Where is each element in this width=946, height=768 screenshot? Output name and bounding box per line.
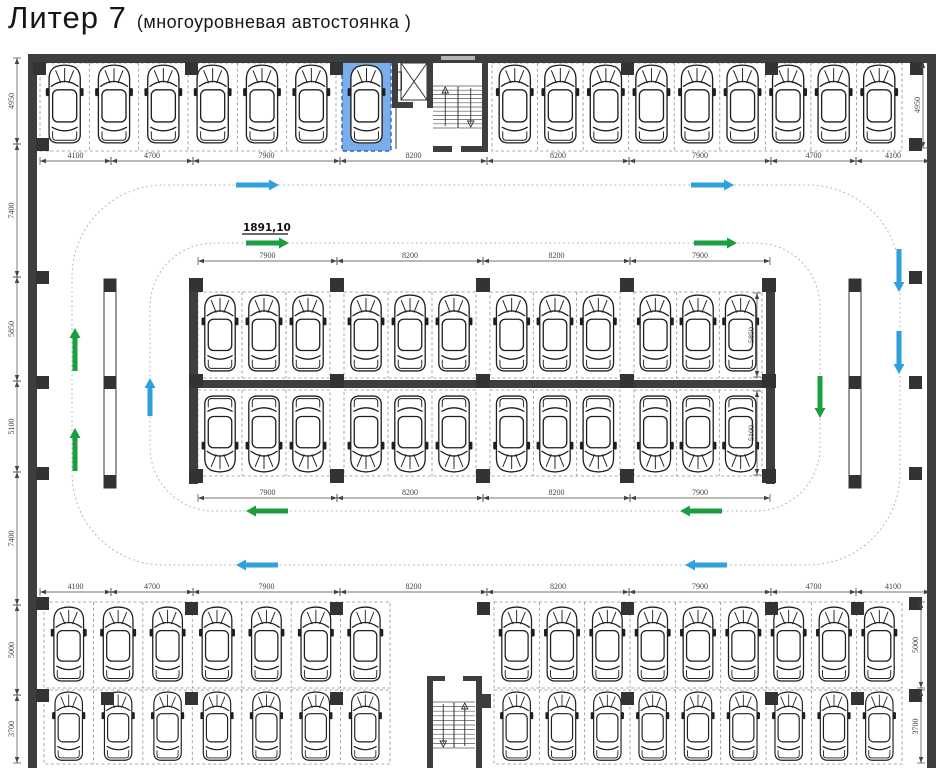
- car-top-view: [243, 65, 281, 143]
- column-pillar: [620, 374, 634, 388]
- dimension-label: 7900: [692, 582, 708, 591]
- car-top-view: [637, 295, 674, 371]
- dimension-label: 7900: [692, 251, 708, 260]
- flow-arrow-head-green: [70, 328, 81, 338]
- column-pillar: [101, 692, 114, 705]
- car-top-view: [680, 295, 717, 371]
- car-top-view: [815, 65, 853, 143]
- column-pillar: [476, 469, 490, 483]
- dimension-label: 8200: [405, 582, 422, 591]
- car-top-view: [46, 65, 84, 143]
- column-pillar: [476, 278, 490, 292]
- car-top-view: [636, 692, 669, 760]
- dimension-label: 5850: [747, 327, 756, 343]
- dimension-arrow: [331, 496, 337, 500]
- column-pillar: [765, 62, 778, 75]
- dimension-label: 5850: [7, 321, 16, 337]
- dimension-arrow: [629, 590, 635, 594]
- column-pillar: [909, 138, 922, 151]
- dimension-label: 4700: [144, 582, 160, 591]
- car-top-view: [348, 396, 385, 472]
- car-top-view: [100, 607, 136, 681]
- dimension-arrow: [624, 259, 630, 263]
- dimension-arrow: [105, 159, 111, 163]
- dimension-label: 7400: [7, 202, 16, 219]
- column-pillar: [851, 602, 864, 615]
- car-top-view: [544, 607, 580, 681]
- car-top-view: [151, 692, 184, 760]
- car-top-view: [591, 692, 624, 760]
- dimension-arrow: [919, 682, 923, 688]
- car-top-view: [678, 65, 716, 143]
- dimension-arrow: [755, 371, 759, 377]
- car-top-view: [537, 396, 574, 472]
- car-top-view: [769, 65, 807, 143]
- car-top-view: [246, 295, 283, 371]
- column-pillar: [330, 62, 343, 75]
- dimension-label: 7900: [259, 488, 276, 497]
- dimension-arrow: [850, 159, 856, 163]
- dimension-arrow: [331, 259, 337, 263]
- dimension-label: 7900: [692, 488, 708, 497]
- title-main: Литер 7: [8, 0, 127, 35]
- column-pillar: [909, 376, 922, 389]
- dimension-arrow: [771, 590, 777, 594]
- flow-arrow-head-green: [680, 506, 690, 517]
- car-top-view: [436, 295, 473, 371]
- dimension-arrow: [198, 496, 204, 500]
- dimension-arrow: [187, 159, 193, 163]
- car-top-view: [681, 692, 714, 760]
- dimension-arrow: [15, 472, 19, 478]
- dimension-arrow: [623, 159, 629, 163]
- dimension-label: 4100: [67, 151, 84, 160]
- dimension-label: 8200: [550, 582, 566, 591]
- car-top-view: [493, 295, 530, 371]
- column-pillar: [189, 469, 203, 483]
- shear-wall-cap: [104, 376, 116, 389]
- dimension-arrow: [15, 466, 19, 472]
- car-top-view: [863, 692, 896, 760]
- dimension-label: 8200: [548, 251, 565, 260]
- car-top-view: [589, 607, 625, 681]
- car-top-view: [816, 607, 852, 681]
- stairs-bottom-icon: [427, 676, 491, 768]
- car-top-view: [194, 65, 232, 143]
- dimension-arrow: [856, 590, 862, 594]
- column-pillar: [36, 689, 49, 702]
- column-pillar: [36, 467, 49, 480]
- car-top-view: [202, 396, 239, 472]
- car-top-view: [537, 295, 574, 371]
- dimension-arrow: [483, 259, 489, 263]
- car-top-view: [144, 65, 182, 143]
- dimension-arrow: [193, 159, 199, 163]
- column-pillar: [910, 62, 923, 75]
- column-pillar: [330, 692, 343, 705]
- car-top-view: [436, 396, 473, 472]
- dimension-label: 8200: [402, 488, 418, 497]
- dimension-arrow: [15, 277, 19, 283]
- dimension-label: 3700: [911, 718, 920, 735]
- dimension-label: 4700: [144, 151, 160, 160]
- dimension-arrow: [15, 757, 19, 763]
- dimension-arrow: [764, 496, 770, 500]
- car-top-view: [861, 607, 897, 681]
- dimension-label: 4700: [805, 151, 822, 160]
- flow-arrow-head-green: [815, 408, 826, 418]
- car-top-view: [724, 65, 762, 143]
- car-top-view: [250, 692, 283, 760]
- column-pillar: [330, 374, 344, 388]
- column-pillar: [909, 271, 922, 284]
- flow-arrow-head-green: [727, 238, 737, 249]
- column-pillar: [909, 467, 922, 480]
- car-top-view: [298, 607, 334, 681]
- car-top-view: [500, 692, 533, 760]
- dimension-arrow: [755, 391, 759, 397]
- dimension-arrow: [334, 159, 340, 163]
- car-top-view: [292, 65, 330, 143]
- dimension-arrow: [623, 590, 629, 594]
- dimension-arrow: [15, 375, 19, 381]
- dimension-label: 8200: [402, 251, 418, 260]
- car-top-view: [347, 607, 383, 681]
- dimension-arrow: [15, 599, 19, 605]
- dimension-label: 4700: [805, 582, 822, 591]
- shear-wall-cap: [104, 475, 116, 488]
- car-top-view: [633, 65, 671, 143]
- car-top-view: [499, 607, 535, 681]
- dimension-arrow: [624, 496, 630, 500]
- dimension-arrow: [15, 689, 19, 695]
- dimension-arrow: [487, 159, 493, 163]
- dimension-arrow: [477, 259, 483, 263]
- dimension-label: 7900: [258, 151, 275, 160]
- car-top-view: [150, 607, 186, 681]
- dimension-arrow: [755, 293, 759, 299]
- shear-wall-cap: [849, 279, 861, 292]
- flow-arrow-head-blue: [894, 282, 905, 292]
- car-top-view: [545, 692, 578, 760]
- dimension-arrow: [40, 159, 46, 163]
- dimension-label: 7400: [7, 530, 16, 547]
- flow-arrow-head-blue: [269, 180, 279, 191]
- dimension-label: 4950: [7, 93, 16, 109]
- dimension-arrow: [856, 159, 862, 163]
- dimension-arrow: [487, 590, 493, 594]
- column-pillar: [762, 278, 776, 292]
- dimension-arrow: [337, 259, 343, 263]
- car-top-view: [860, 65, 898, 143]
- dimension-label: 3700: [7, 721, 16, 737]
- car-top-view: [348, 65, 386, 143]
- dimension-arrow: [483, 496, 489, 500]
- dimension-arrow: [15, 144, 19, 150]
- column-pillar: [330, 602, 343, 615]
- dimension-arrow: [630, 496, 636, 500]
- dimension-arrow: [15, 381, 19, 387]
- dimension-arrow: [15, 605, 19, 611]
- car-top-view: [199, 607, 235, 681]
- dimension-label: 4100: [885, 151, 901, 160]
- column-pillar: [621, 62, 634, 75]
- car-top-view: [51, 607, 87, 681]
- dimension-arrow: [15, 271, 19, 277]
- column-pillar: [185, 602, 198, 615]
- car-top-view: [392, 396, 429, 472]
- column-pillar: [330, 278, 344, 292]
- dimension-arrow: [919, 757, 923, 763]
- column-pillar: [185, 692, 198, 705]
- wall: [28, 54, 37, 768]
- dimension-arrow: [15, 138, 19, 144]
- dimension-label: 4100: [67, 582, 84, 591]
- dimension-arrow: [630, 259, 636, 263]
- dimension-label: 7900: [692, 151, 708, 160]
- column-pillar: [189, 374, 203, 388]
- car-top-view: [248, 607, 284, 681]
- column-pillar: [189, 278, 203, 292]
- flow-arrow-head-blue: [894, 364, 905, 374]
- car-top-view: [637, 396, 674, 472]
- column-pillar: [36, 376, 49, 389]
- column-pillar: [330, 469, 344, 483]
- column-pillar: [620, 278, 634, 292]
- car-top-view: [680, 396, 717, 472]
- dimension-label: 7900: [258, 582, 275, 591]
- dimension-label: 5000: [7, 642, 16, 658]
- car-top-view: [496, 65, 534, 143]
- dimension-arrow: [755, 469, 759, 475]
- flow-arrow-head-blue: [724, 180, 734, 191]
- title-subtitle: (многоуровневая автостоянка ): [136, 12, 412, 32]
- car-top-view: [246, 396, 283, 472]
- dimension-arrow: [337, 496, 343, 500]
- column-pillar: [851, 692, 864, 705]
- flow-arrow-head-green: [246, 506, 256, 517]
- dimension-arrow: [187, 590, 193, 594]
- dimension-label: 8200: [550, 151, 566, 160]
- car-top-view: [493, 396, 530, 472]
- car-top-view: [290, 295, 327, 371]
- car-top-view: [725, 607, 761, 681]
- dimension-arrow: [111, 590, 117, 594]
- dimension-arrow: [340, 159, 346, 163]
- dimension-arrow: [481, 590, 487, 594]
- car-top-view: [299, 692, 332, 760]
- column-pillar: [621, 602, 634, 615]
- car-top-view: [95, 65, 133, 143]
- column-pillar: [620, 469, 634, 483]
- column-pillar: [909, 597, 922, 610]
- car-top-view: [635, 607, 671, 681]
- flow-arrow-head-blue: [685, 560, 695, 571]
- column-pillar: [621, 692, 634, 705]
- flow-arrow-head-blue: [236, 560, 246, 571]
- car-top-view: [52, 692, 85, 760]
- car-top-view: [541, 65, 579, 143]
- column-pillar: [765, 602, 778, 615]
- dimension-arrow: [765, 590, 771, 594]
- car-top-view: [680, 607, 716, 681]
- car-top-view: [580, 396, 617, 472]
- dimension-arrow: [15, 58, 19, 64]
- dimension-label: 8200: [548, 488, 565, 497]
- dimension-arrow: [15, 695, 19, 701]
- dimension-arrow: [105, 590, 111, 594]
- elevator-shaft-icon: [392, 60, 427, 108]
- dimension-label: 5000: [911, 637, 920, 653]
- column-pillar: [762, 374, 776, 388]
- car-top-view: [200, 692, 233, 760]
- dimension-arrow: [40, 590, 46, 594]
- column-pillar: [185, 62, 198, 75]
- column-pillar: [36, 597, 49, 610]
- column-pillar: [476, 374, 490, 388]
- car-top-view: [587, 65, 625, 143]
- flow-arrow-head-blue: [145, 378, 156, 388]
- svg-text:1891,10: 1891,10: [243, 222, 291, 234]
- flow-arrow-head-green: [279, 238, 289, 249]
- page-title: [8, 0, 411, 36]
- car-top-view: [580, 295, 617, 371]
- car-top-view: [392, 295, 429, 371]
- shear-wall-cap: [104, 279, 116, 292]
- car-top-view: [349, 692, 382, 760]
- car-top-view: [727, 692, 760, 760]
- car-top-view: [202, 295, 239, 371]
- elevation-mark: [242, 222, 291, 234]
- dimension-label: 4950: [913, 97, 922, 113]
- dimension-arrow: [771, 159, 777, 163]
- shear-wall-cap: [849, 475, 861, 488]
- column-pillar: [36, 271, 49, 284]
- dimension-arrow: [765, 159, 771, 163]
- column-pillar: [36, 138, 49, 151]
- car-top-view: [817, 692, 850, 760]
- dimension-label: 5100: [747, 425, 756, 441]
- car-top-view: [348, 295, 385, 371]
- dimension-arrow: [850, 590, 856, 594]
- shear-wall-cap: [849, 376, 861, 389]
- dimension-label: 5100: [7, 418, 16, 435]
- column-pillar: [762, 469, 776, 483]
- dimension-label: 4100: [885, 582, 901, 591]
- dimension-arrow: [111, 159, 117, 163]
- car-top-view: [290, 396, 327, 472]
- dimension-arrow: [198, 259, 204, 263]
- dimension-arrow: [629, 159, 635, 163]
- column-pillar: [765, 692, 778, 705]
- flow-arrow-head-green: [70, 428, 81, 438]
- dimension-arrow: [193, 590, 199, 594]
- dimension-arrow: [481, 159, 487, 163]
- car-top-view: [771, 607, 807, 681]
- dimension-arrow: [764, 259, 770, 263]
- dimension-label: 8200: [405, 151, 422, 160]
- column-pillar: [477, 602, 490, 615]
- column-pillar: [33, 62, 46, 75]
- dimension-arrow: [334, 590, 340, 594]
- dimension-label: 7900: [259, 251, 276, 260]
- dimension-arrow: [340, 590, 346, 594]
- dimension-arrow: [477, 496, 483, 500]
